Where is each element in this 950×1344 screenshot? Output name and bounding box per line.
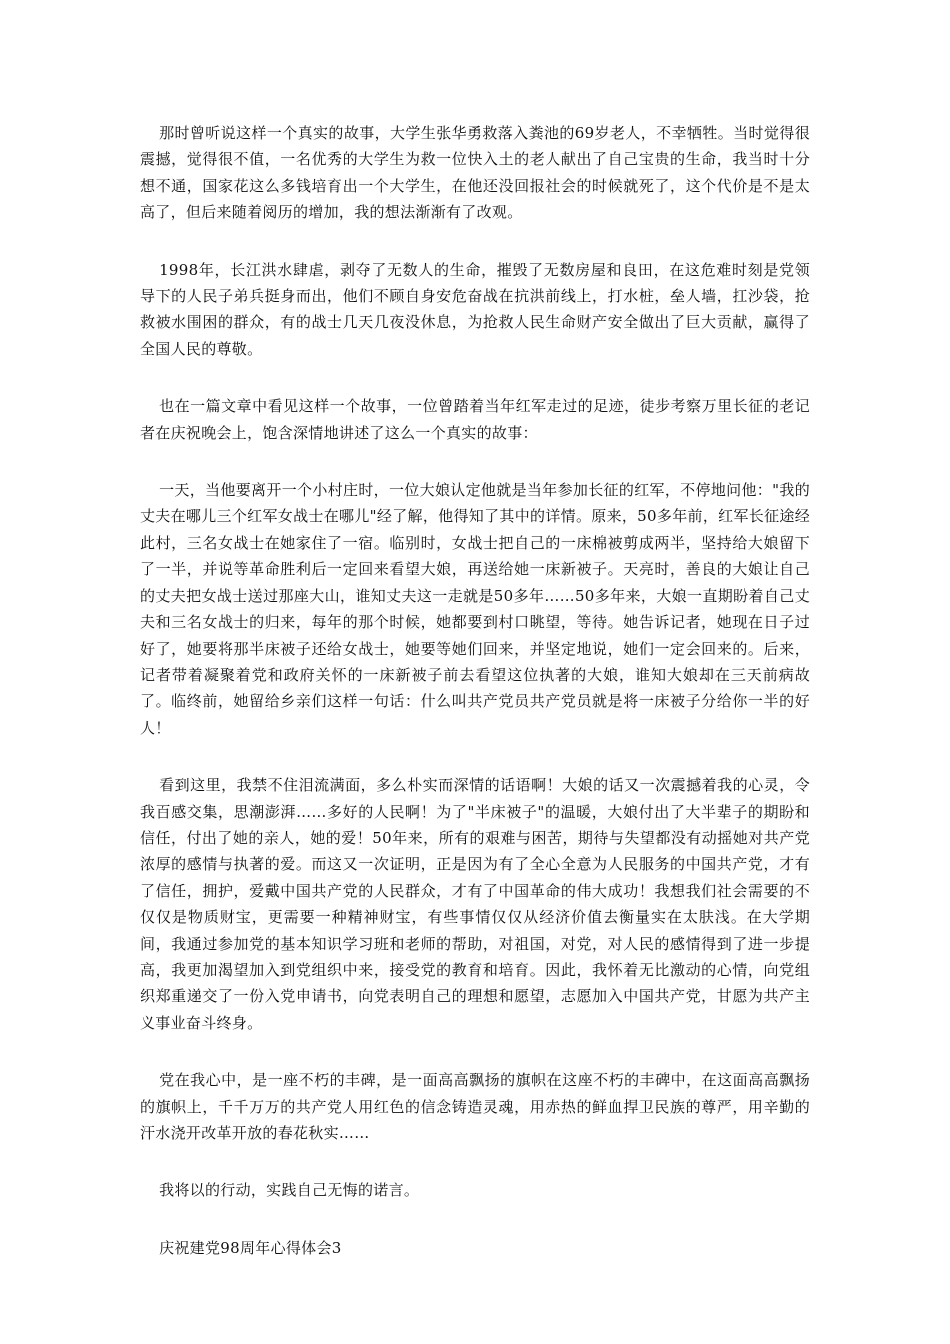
- paragraph-pledge: 我将以的行动，实践自己无悔的诺言。: [159, 1181, 420, 1200]
- paragraph-party-monument: 党在我心中，是一座不朽的丰碑，是一面高高飘扬的旗帜在这座不朽的丰碑中，在这面高高飘扬的旗帜上，千千万万的共产党人用红色的信念铸造灵魂，用赤热的鲜血捍卫民族的尊严，用辛勤的汗水浇开改革开放的春花秋实……: [140, 1071, 810, 1142]
- paragraph-reflection: 看到这里，我禁不住泪流满面，多么朴实而深情的话语啊！大娘的话又一次震撼着我的心灵，令我百感交集，思潮澎湃……多好的人民啊！为了"半床被子"的温暖，大娘付出了大半辈子的期盼和信任，付出了她的亲人，她的爱！50年来，所有的艰难与困苦，期待与失望都没有动摇她对共产党浓厚的感情与执著的爱。而这又一次证明，正是因为有了全心全意为人民服务的中国共产党，才有了信任，拥护，爱戴中国共产党的人民群众，才有了中国革命的伟大成功！我想我们社会需要的不仅仅是物质财宝，更需要一种精神财宝，有些事情仅仅从经济价值去衡量实在太肤浅。在大学期间，我通过参加党的基本知识学习班和老师的帮助，对祖国，对党，对人民的感情得到了进一步提高，我更加渴望加入到党组织中来，接受党的教育和培育。因此，我怀着无比激动的心情，向党组织郑重递交了一份入党申请书，向党表明自己的理想和愿望，志愿加入中国共产党，甘愿为共产主义事业奋斗终身。: [140, 776, 810, 1032]
- section-heading: 庆祝建党98周年心得体会3: [159, 1238, 342, 1257]
- paragraph-flood-1998: 1998年，长江洪水肆虐，剥夺了无数人的生命，摧毁了无数房屋和良田，在这危难时刻是党领导下的人民子弟兵挺身而出，他们不顾自身安危奋战在抗洪前线上，打水桩，垒人墙，扛沙袋，抢救被水围困的群众，有的战士几天几夜没休息，为抢救人民生命财产安全做出了巨大贡献，赢得了全国人民的尊敬。: [140, 260, 810, 358]
- paragraph-student-story: 那时曾听说这样一个真实的故事，大学生张华勇救落入粪池的69岁老人，不幸牺牲。当时觉得很震撼，觉得很不值，一名优秀的大学生为救一位快入土的老人献出了自己宝贵的生命，我当时十分想不通，国家花这么多钱培育出一个大学生，在他还没回报社会的时候就死了，这个代价是不是太高了，但后来随着阅历的增加，我的想法渐渐有了改观。: [140, 124, 810, 222]
- paragraph-reporter-intro: 也在一篇文章中看见这样一个故事，一位曾踏着当年红军走过的足迹，徒步考察万里长征的老记者在庆祝晚会上，饱含深情地讲述了这么一个真实的故事：: [140, 397, 810, 442]
- document-page: [140, 120, 810, 1292]
- paragraph-half-quilt-story: 一天，当他要离开一个小村庄时，一位大娘认定他就是当年参加长征的红军，不停地问他："我的丈夫在哪儿三个红军女战士在哪儿"经了解，他得知了其中的详情。原来，50多年前，红军长征途经此村，三名女战士在她家住了一宿。临别时，女战士把自己的一床棉被剪成两半，坚持给大娘留下了一半，并说等革命胜利后一定回来看望大娘，再送给她一床新被子。天亮时，善良的大娘让自己的丈夫把女战士送过那座大山，谁知丈夫这一走就是50多年……50多年来，大娘一直期盼着自己丈夫和三名女战士的归来，每年的那个时候，她都要到村口眺望，等待。她告诉记者，她现在日子过好了，她要将那半床被子还给女战士，她要等她们回来，并坚定地说，她们一定会回来的。后来，记者带着凝聚着党和政府关怀的一床新被子前去看望这位执著的大娘，谁知大娘却在三天前病故了。临终前，她留给乡亲们这样一句话：什么叫共产党员共产党员就是将一床被子分给你一半的好人！: [140, 481, 810, 737]
